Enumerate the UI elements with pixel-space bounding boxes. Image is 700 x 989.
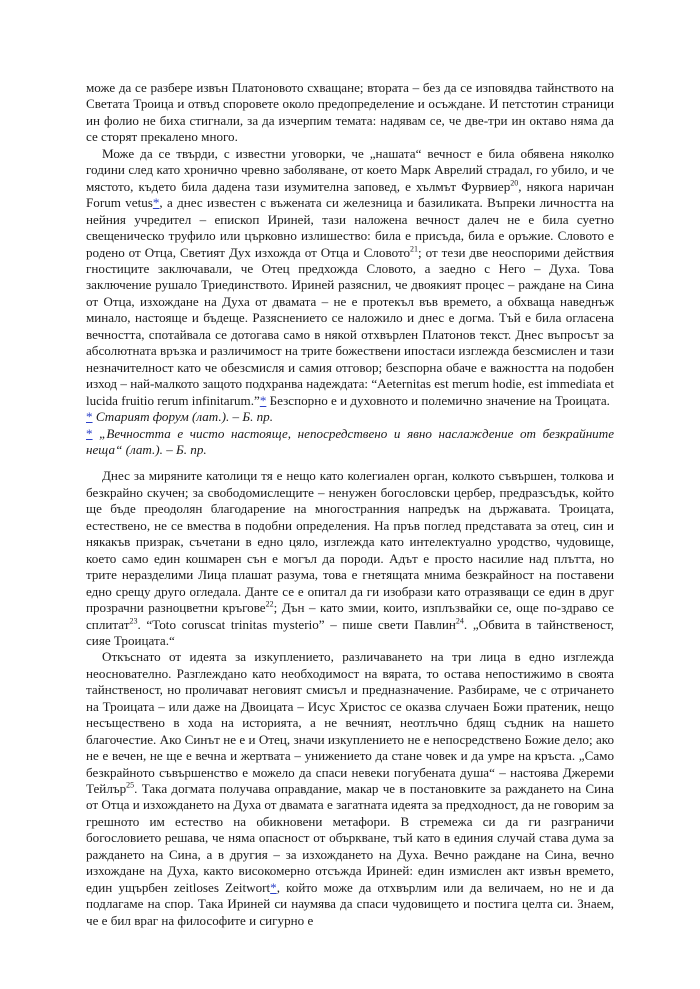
footnote-ref-24: 24 (455, 616, 464, 626)
paragraph-3: Днес за миряните католици тя е нещо като колегиален орган, колкото съвършен, толкова и безкрайно скучен; за свободомислещите – ненужен богословски цербер, предразсъдък, който ще бъде преодолян благодарение на многостранния напредък на държавата. Троицата, естествено, не се вмества в подобни определения. На пръв поглед представата за отец, син и някакъв призрак, съчетани в едно цяло, изглежда като интелектуално уродство, чудовище, което само един кошмарен сън е могъл да породи. Адът е просто насилие над плътта, но трите неразделими Лица плашат разума, това е гнетящата мнима безкрайност на поставени едно срещу друго огледала. Данте се е опитал да ги изобрази като отразяващи се един в друг прозрачни разноцветни кръгове$^{22}$; Дън – като змии, които, изплъзвайки се, още по-здраво се сплитат$^{23}$. “Toto coruscat trinitas mysterio” – пише свети Павлин$^{24}$. „Обвита в тайнственост, сияе Троицата.“ (86, 468, 615, 648)
paragraph-2: Може да се твърди, с известни уговорки, че „нашата“ вечност е била обявена няколко години след като хронично чревно заболяване, от което Марк Аврелий страдал, го убило, и че мястото, където била дадена тази изумителна заповед, е хълмът Фурвиер$^{20}$, някога наричан Forum vetus*, а днес известен с въжената си железница и базиликата. Въпреки личността на нейния учредител – епископ Ириней, тази наложена вечност далеч не е била суетно свещеническо труфило или църковно излишество: била е присъда, била е оръжие. Словото е родено от Отца, Светият Дух изхожда от Отца и Словото$^{21}$; от тези две неоспорими действия гностиците заключавали, че Отец предхожда Словото, а заедно с Него – Духа. Това заключение рушало Триединството. Ириней разяснил, че двоякият процес – раждане на Сина от Отца, изхождане на Духа от двамата – не е протекъл във времето, а обхваща наведнъж минало, настояще и бъдеще. Разяснението се наложило и днес е догма. Тъй е била огласена вечността, спотайвала се дотогава само в някой отхвърлен Платонов текст. Днес въпросът за абсолютната връзка и различимост на трите божествени ипостаси изглежда безсмислен и тази незначителност като че обезсмисля и самия отговор; безспорна обаче е важността на подобен изход – най-малкото защото подхранва надеждата: “Aeternitas est merum hodie, est immediata et lucida fruitio rerum infinitarum.”* Безспорно е и духовното и полемично значение на Троицата. (86, 145, 614, 408)
document-page (86, 80, 614, 929)
footnote-ref-22: 22 (265, 599, 274, 609)
paragraph-1: може да се разбере извън Платоновото схващане; втората – без да се изповядва тайнството на Светата Троица и отвъд споровете около предопределение и осъждане. И петстотин страници ин фолио не биха стигнали, за да изчерпим темата: надявам се, че две-три ин октаво няма да се сторят прекалено много. (86, 80, 614, 145)
footnote-2: * „Вечността е чисто настояще, непосредствено и явно наслаждение от безкрайните неща“ (лат.). – Б. пр. (86, 425, 614, 457)
footnote-ref-21: 21 (410, 244, 419, 254)
footnote-ref-20: 20 (510, 178, 519, 188)
footnote-ref-25: 25 (126, 780, 135, 790)
footnote-link-2[interactable]: * (259, 392, 267, 408)
footnote-back-link-1[interactable]: * (86, 409, 93, 425)
footnote-link-3[interactable]: * (270, 879, 277, 895)
footnote-back-link-2[interactable]: * (86, 425, 93, 441)
footnote-ref-23: 23 (129, 616, 138, 626)
footnote-link-1[interactable]: * (152, 195, 160, 211)
paragraph-4: Откъснато от идеята за изкуплението, различаването на три лица в едно изглежда неоснователно. Разглеждано като необходимост на вярата, то остава непостижимо в своята тайнственост, но проличават неговият смисъл и предназначение. Разбираме, че с отричането на Троицата – или даже на Двоицата – Исус Христос се оказва случаен Божи пратеник, нещо несъществено в хода на историята, а не вечният, неотлъчно бдящ съдник на нашето благочестие. Ако Синът не е и Отец, значи изкуплението не е непосредствено Божие дело; ако не е вечен, не ще е вечна и жертвата – унижението да стане човек и да умре на кръста. „Само безкрайното съвършенство е можело да спаси невеки погубената душа“ – настоява Джереми Тейлър$^{25}$. Така догмата получава оправдание, макар че в постановките за раждането на Сина от Отца и изхождането на Духа от двамата е загатната идеята за предходност, да не говорим за грешното им естество на обикновени метафори. В стремежа си да ги разграничи богословието решава, че няма опасност от объркване, тъй като в единия случай става дума за раждането на Сина, а в другия – за изхождането на Духа. Вечно раждане на Сина, вечно изхождане на Духа, както високомерно отсъжда Ириней: един измислен акт извън времето, един ущърбен zeitloses Zeitwort*, който може да отхвърлим или да величаем, но не и да подлагаме на спор. Така Ириней си наумява да спаси чудовището и постига целта си. Знаем, че е бил враг на философите и сигурно е (86, 649, 614, 928)
footnote-1: * Старият форум (лат.). – Б. пр. (86, 409, 274, 425)
